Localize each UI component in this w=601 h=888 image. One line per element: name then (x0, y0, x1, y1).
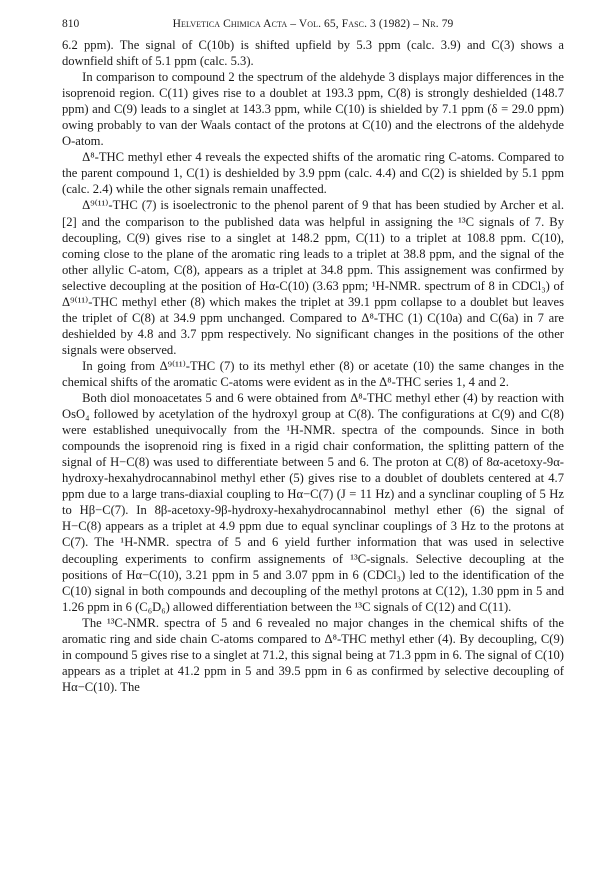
running-title: Helvetica Chimica Acta – Vol. 65, Fasc. 3 (1982) – Nr. 79 (172, 18, 454, 30)
paragraph-7: The ¹³C-NMR. spectra of 5 and 6 revealed no major changes in the chemical shifts of the aromatic ring and side chain C-atoms compared to Δ⁸-THC methyl ether (4). By decoupling, C(9) in compound 5 gives rise to a singlet at 71.2, this signal being at 71.3 ppm in 6. The signal of C(10) appears as a triplet at 41.2 ppm in 5 and 39.5 ppm in 6 as confirmed by selective decoupling of Hα−C(10). The (62, 615, 564, 694)
paragraph-2: In comparison to compound 2 the spectrum of the aldehyde 3 displays major differences in the isoprenoid region. C(11) gives rise to a doublet at 193.3 ppm, C(8) is strongly deshielded (148.7 ppm) and C(9) leads to a singlet at 143.3 ppm, while C(10) is shielded by 7.1 ppm (δ = 29.0 ppm) owing probably to van der Waals contact of the protons at C(10) and the electrons of the aldehyde O-atom. (62, 70, 564, 149)
journal-page (62, 16, 564, 695)
paragraph-1: 6.2 ppm). The signal of C(10b) is shifted upfield by 5.3 ppm (calc. 3.9) and C(3) shows a downfield shift of 5.1 ppm (calc. 5.3). (62, 38, 564, 69)
paragraph-4: Δ⁹⁽¹¹⁾-THC (7) is isoelectronic to the phenol parent of 9 that has been studied by Archer et al. [2] and the comparison to the published data was helpful in assigning the ¹³C signals of 7. By decoupling, C(9) gives rise to a singlet at 148.2 ppm, C(11) to a triplet at 108.8 ppm. C(10), coming close to the plane of the aromatic ring leads to a triplet at 38.8 ppm, and the signal of the other allylic C-atom, C(8), appears as a triplet at 34.8 ppm. This assignement was confirmed by selective decoupling at the position of Hα-C(10) (3.63 ppm; ¹H-NMR. spectrum of 8 in CDCl₃) of Δ⁹⁽¹¹⁾-THC methyl ether (8) which makes the triplet at 39.1 ppm collapse to a doublet but leaves the triplet of C(8) at 34.9 ppm unchanged. Compared to Δ⁸-THC (1) C(10a) and C(6a) in 7 are deshielded by 4.8 and 3.7 ppm respectively. No significant changes in the positions of the other signals were observed. (62, 198, 564, 357)
body-text (62, 37, 564, 695)
page-number: 810 (62, 18, 80, 30)
paragraph-6: Both diol monoacetates 5 and 6 were obtained from Δ⁸-THC methyl ether (4) by reaction with OsO₄ followed by acetylation of the hydroxyl group at C(8). The configurations at C(9) and C(8) were established unequivocally from the ¹H-NMR. spectra of the compounds. Since in both compounds the isoprenoid ring is fixed in a rigid chair conformation, the splitting pattern of the signal of H−C(8) was used to differentiate between 5 and 6. The proton at C(8) of 8α-acetoxy-9α-hydroxy-hexahydrocannabinol methyl ether (5) gives rise to a doublet of doublets centered at 4.7 ppm due to a large trans-diaxial coupling to Hα−C(7) (J = 11 Hz) and a synclinar coupling of 5 Hz to Hβ−C(7). In 8β-acetoxy-9β-hydroxy-hexahydrocannabinol methyl ether (6) the signal of H−C(8) appears as a triplet at 4.9 ppm due to equal synclinar couplings of 3 Hz to the protons at C(7). The ¹H-NMR. spectra of 5 and 6 yield further information that was used in selective decoupling experiments to confirm assignements of ¹³C-signals. Selective decoupling at the positions of Hα−C(10), 3.21 ppm in 5 and 3.07 ppm in 6 (CDCl₃) led to the identification of the C(10) signal in both compounds and decoupling of the methyl protons at C(12), 1.30 ppm in 5 and 1.26 ppm in 6 (C₆D₆) allowed differentiation between the ¹³C signals of C(12) and C(11). (62, 391, 564, 614)
paragraph-3: Δ⁸-THC methyl ether 4 reveals the expected shifts of the aromatic ring C-atoms. Compared to the parent compound 1, C(1) is deshielded by 3.9 ppm (calc. 4.4) and C(2) is shielded by 5.1 ppm (calc. 2.4) while the other signals remain unaffected. (62, 150, 564, 197)
paragraph-5: In going from Δ⁹⁽¹¹⁾-THC (7) to its methyl ether (8) or acetate (10) the same changes in the chemical shifts of the aromatic C-atoms were evident as in the Δ⁸-THC series 1, 4 and 2. (62, 358, 564, 389)
running-header (62, 16, 564, 36)
